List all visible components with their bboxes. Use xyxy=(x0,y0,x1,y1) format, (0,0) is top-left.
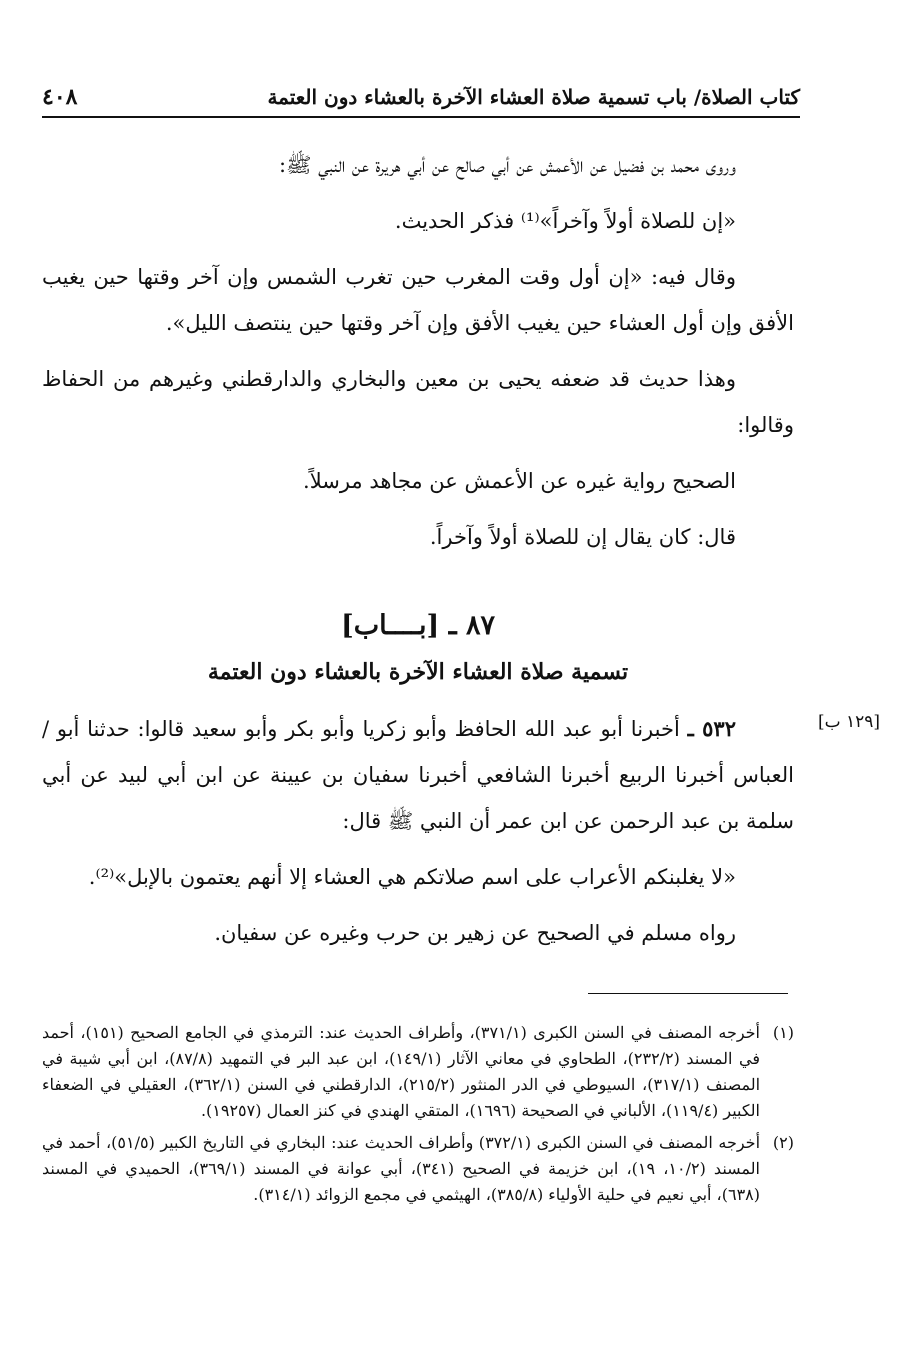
paragraph-6: قال: كان يقال إن للصلاة أولاً وآخراً. xyxy=(429,525,736,549)
page-number: ٤٠٨ xyxy=(42,84,78,110)
hadith-isnad xyxy=(42,706,794,844)
paragraph-1: وروى محمد بن فضيل عن الأعمش عن أبي صالح عن أبي هريرة عن النبي ﷺ: xyxy=(279,153,736,177)
hadith-isnad-text: أخبرنا أبو عبد الله الحافظ وأبو زكريا وأبو بكر وأبو سعيد قالوا: حدثنا أبو / العباس أخبرنا الربيع أخبرنا الشافعي أخبرنا سفيان بن عيينة عن ابن أبي لبيد عن أبي سلمة بن عبد الرحمن عن ابن عمر أن النبي ﷺ قال: xyxy=(42,717,794,833)
chapter-number: ٨٧ ـ [بــــاب] xyxy=(340,610,496,641)
paragraph-5: الصحيح رواية غيره عن الأعمش عن مجاهد مرسلاً. xyxy=(303,469,736,493)
chapter-title: تسمية صلاة العشاء الآخرة بالعشاء دون العتمة xyxy=(207,659,629,685)
main-text xyxy=(42,142,794,966)
running-title: كتاب الصلاة/ باب تسمية صلاة العشاء الآخرة بالعشاء دون العتمة xyxy=(267,85,800,109)
footnote-1 xyxy=(42,1020,794,1124)
footnote-text: أخرجه المصنف في السنن الكبرى (٣٧١/١)، وأطراف الحديث عند: الترمذي في الجامع الصحيح (١٥١)، أحمد في المسند (٢٣٢/٢)، الطحاوي في معاني الآثار (١٤٩/١)، ابن عبد البر في التمهيد (٨٧/٨)، ابن أبي شيبة في المصنف (٣١٧/١)، السيوطي في الدر المنثور (٢١٥/٢)، الدارقطني في السنن (٣٦٢/١)، العقيلي في الضعفاء الكبير (١١٩/٤)، الألباني في الصحيحة (١٦٩٦)، المتقي الهندي في كنز العمال (١٩٢٥٧). xyxy=(42,1023,761,1120)
hadith-number: ٥٣٢ ـ xyxy=(687,716,736,741)
footnote-text: أخرجه المصنف في السنن الكبرى (٣٧٢/١) وأطراف الحديث عند: البخاري في التاريخ الكبير (٥١/٥)، أحمد في المسند (١٠/٢، ١٩)، ابن خزيمة في الصحيح (٣٤١)، أبي عوانة في المسند (٣٦٩/١)، الحميدي في المسند (٦٣٨)، أبي نعيم في حلية الأولياء (٣٨٥/٨)، الهيثمي في مجمع الزوائد (٣١٤/١). xyxy=(42,1133,761,1204)
footnote-2 xyxy=(42,1130,794,1208)
footnote-number: (٢) xyxy=(772,1133,794,1152)
paragraph-2: «إن للصلاة أولاً وآخراً»⁽¹⁾ فذكر الحديث. xyxy=(394,209,736,233)
paragraph-3: وقال فيه: «إن أول وقت المغرب حين تغرب الشمس وإن آخر وقتها حين يغيب الأفق وإن أول العشاء حين يغيب الأفق وإن آخر وقتها حين ينتصف الليل». xyxy=(42,265,794,335)
footnote-number: (١) xyxy=(772,1023,794,1042)
footnotes xyxy=(42,1020,794,1214)
page-header xyxy=(42,78,800,118)
manuscript-folio-note: [١٢٩ ب] xyxy=(817,712,881,732)
hadith-matn: «لا يغلبنكم الأعراب على اسم صلاتكم هي العشاء إلا أنهم يعتمون بالإبل»⁽²⁾. xyxy=(88,865,736,889)
footnote-divider xyxy=(588,993,788,994)
paragraph-4: وهذا حديث قد ضعفه يحيى بن معين والبخاري والدارقطني وغيرهم من الحفاظ وقالوا: xyxy=(42,367,794,437)
hadith-takhrij: رواه مسلم في الصحيح عن زهير بن حرب وغيره عن سفيان. xyxy=(214,921,736,945)
